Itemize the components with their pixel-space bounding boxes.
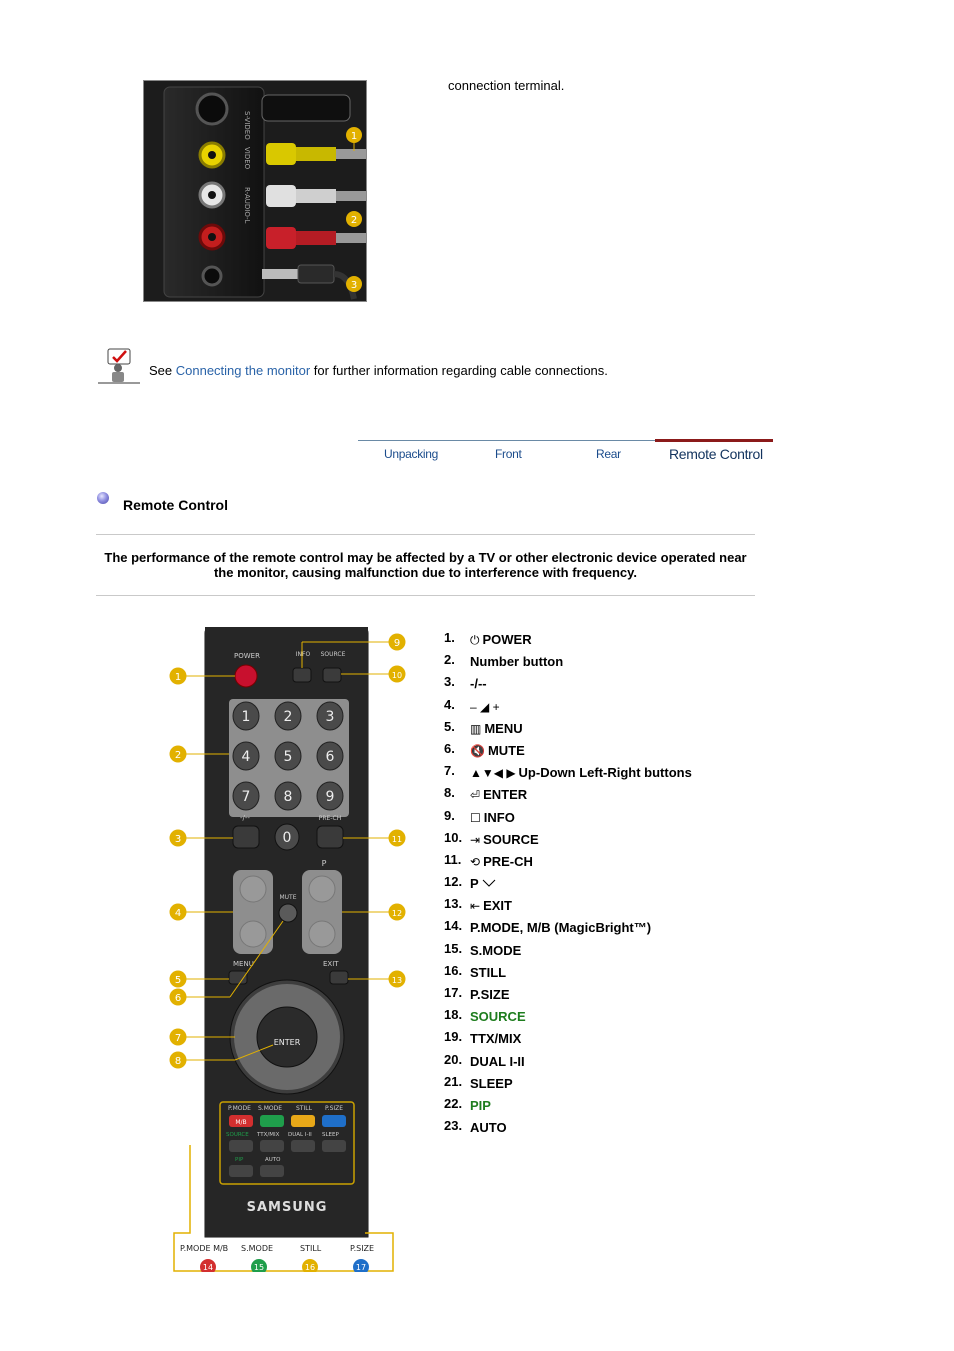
list-item-label: [470, 721, 523, 736]
remote-label-source2: SOURCE: [226, 1132, 249, 1138]
note-icon: [98, 348, 140, 384]
connector-callout-3: 3: [350, 280, 358, 291]
remote-digit-label: 2: [283, 709, 293, 725]
mute-icon: 🔇: [470, 743, 485, 758]
list-item-label: [470, 743, 525, 758]
connector-photo: [143, 80, 367, 302]
callout-number: 4: [174, 908, 182, 919]
legend-label-still: STILL: [300, 1244, 322, 1253]
list-item-number: 23.: [444, 1118, 463, 1134]
list-item-text: SOURCE: [470, 1009, 526, 1025]
tab-bar: [358, 440, 773, 467]
list-item-number: 2.: [444, 652, 455, 668]
channel-down-icon: [482, 877, 496, 891]
list-item-label: [470, 1009, 526, 1024]
remote-digit-0: 0: [282, 830, 292, 846]
remote-label-smode: S.MODE: [258, 1105, 283, 1112]
remote-label-auto: AUTO: [265, 1157, 281, 1163]
remote-label-prech: PRE-CH: [318, 815, 342, 822]
remote-label-psize: P.SIZE: [325, 1105, 344, 1112]
legend-label-psize: P.SIZE: [350, 1244, 375, 1253]
remote-brand: SAMSUNG: [246, 1200, 328, 1215]
list-item-text: INFO: [483, 809, 515, 825]
list-item-label: [470, 1054, 525, 1069]
list-item-number: 10.: [444, 829, 463, 845]
list-item-number: 4.: [444, 696, 455, 712]
list-item-number: 11.: [444, 851, 462, 867]
list-item-label: [470, 1076, 513, 1091]
menu-icon: ▥: [470, 721, 482, 736]
callout-number: 5: [174, 975, 182, 986]
list-item-number: 18.: [444, 1007, 463, 1023]
remote-digit-label: 8: [283, 789, 293, 805]
list-item-label: [470, 1098, 491, 1113]
volume-icon: – ◢ +: [470, 699, 500, 714]
list-item-text: SLEEP: [470, 1075, 513, 1091]
remote-label-dash: -/--: [240, 814, 250, 822]
callout-number: 11: [391, 835, 403, 844]
callout-15: 15: [253, 1263, 265, 1272]
warning-text: The performance of the remote control may be affected by a TV or other electronic device operated near the monitor, causing malfunction due to interference with frequency.: [104, 550, 747, 580]
note-prefix: See: [149, 363, 176, 378]
remote-digit-label: 7: [241, 789, 251, 805]
remote-label-enter: ENTER: [273, 1038, 301, 1047]
list-item-number: 17.: [444, 985, 463, 1000]
remote-label-pip: PIP: [235, 1157, 244, 1163]
remote-label-still: STILL: [296, 1105, 312, 1112]
remote-label-pmode: P.MODE: [228, 1105, 251, 1112]
remote-label-power: POWER: [234, 652, 260, 660]
divider-top: [96, 534, 755, 535]
tab-rear[interactable]: Rear: [596, 447, 621, 461]
list-item-label: [470, 943, 521, 958]
list-item-label: [470, 987, 510, 1002]
list-item-text: P: [470, 876, 479, 892]
exit-icon: ⇤: [470, 899, 481, 914]
tab-remote-control[interactable]: Remote Control: [669, 446, 763, 462]
list-item-text: MENU: [484, 720, 523, 736]
note-text: [149, 363, 608, 378]
list-item-number: 21.: [444, 1073, 463, 1089]
source-icon: ⇥: [470, 832, 481, 847]
list-item-label: [470, 965, 506, 980]
list-item-text: POWER: [482, 632, 532, 647]
panel-label-video: VIDEO: [243, 147, 251, 170]
legend-label-smode: S.MODE: [241, 1244, 274, 1253]
remote-digit-label: 4: [241, 749, 251, 765]
list-item-text: P.MODE, M/B (MagicBright™): [470, 920, 652, 936]
list-item-text: Number button: [470, 654, 564, 670]
callout-number: 2: [174, 750, 182, 761]
list-item-text: DUAL I-II: [470, 1053, 525, 1069]
remote-label-mb: M/B: [235, 1119, 247, 1126]
list-item-label: [470, 787, 527, 802]
list-item-text: PRE-CH: [483, 853, 533, 869]
connecting-monitor-link[interactable]: Connecting the monitor: [175, 363, 311, 378]
list-item-label: [470, 898, 512, 913]
list-item-number: 14.: [444, 918, 463, 934]
connector-callout-2: 2: [350, 215, 358, 226]
note-suffix: for further information regarding cable connections.: [310, 363, 608, 378]
list-item-label: [470, 920, 651, 935]
enter-icon: ⏎: [470, 788, 481, 803]
section-title: Remote Control: [123, 497, 228, 513]
prech-icon: ⟲: [470, 854, 481, 869]
list-item-label: [470, 854, 533, 869]
tab-unpacking[interactable]: Unpacking: [384, 447, 439, 461]
list-item-label: [470, 676, 487, 691]
callout-16: 16: [304, 1263, 316, 1272]
callout-number: 10: [391, 671, 403, 680]
list-item-label: [470, 810, 515, 825]
callout-number: 6: [174, 993, 182, 1004]
active-tab-indicator: [655, 439, 773, 442]
remote-label-info: INFO: [295, 651, 311, 658]
remote-label-mute: MUTE: [279, 894, 297, 901]
callout-number: 3: [174, 834, 182, 845]
list-item-text: TTX/MIX: [470, 1031, 522, 1047]
divider-bottom: [96, 595, 755, 596]
legend-label-pmode: P.MODE M/B: [180, 1244, 229, 1253]
section-bullet-icon: [97, 492, 109, 504]
list-item-label: [470, 632, 532, 648]
list-item-text: AUTO: [470, 1120, 507, 1136]
remote-digit-label: 5: [283, 749, 293, 765]
list-item-number: 22.: [444, 1095, 463, 1111]
list-item-label: [470, 832, 539, 847]
callout-number: 9: [393, 638, 401, 649]
list-item-number: 20.: [444, 1051, 463, 1067]
remote-digit-label: 1: [241, 709, 251, 725]
list-item-text: SOURCE: [483, 831, 539, 847]
list-item-text: P.SIZE: [470, 987, 510, 1002]
list-item-label: [470, 876, 499, 891]
remote-control-figure: [165, 627, 410, 1272]
remote-digit-label: 6: [325, 749, 335, 765]
connector-caption: connection terminal.: [448, 78, 565, 93]
list-item-label: [470, 699, 503, 714]
callout-14: 14: [202, 1263, 214, 1272]
list-item-text: EXIT: [483, 898, 512, 914]
callout-number: 1: [174, 672, 182, 683]
list-item-number: 19.: [444, 1029, 463, 1045]
list-item-text: ENTER: [483, 787, 528, 803]
arrows-icon: ▲▼◀ ▶: [470, 766, 516, 781]
callout-number: 8: [174, 1056, 182, 1067]
list-item-number: 12.: [444, 874, 463, 890]
remote-digit-label: 9: [325, 789, 335, 805]
list-item-number: 16.: [444, 962, 463, 978]
list-item-number: 15.: [444, 940, 463, 956]
list-item-text: -/--: [470, 676, 487, 692]
list-item-text: PIP: [470, 1097, 491, 1113]
panel-label-svideo: S-VIDEO: [243, 111, 251, 140]
list-item-number: 6.: [444, 740, 455, 756]
callout-number: 12: [391, 909, 403, 918]
list-item-number: 8.: [444, 785, 455, 801]
callout-17: 17: [355, 1263, 367, 1272]
list-item-text: S.MODE: [470, 942, 522, 958]
list-item-number: 5.: [444, 718, 455, 734]
list-item-text: MUTE: [487, 742, 525, 758]
info-icon: ☐: [470, 810, 481, 825]
remote-label-sleep: SLEEP: [322, 1132, 339, 1138]
connector-callout-1: 1: [350, 131, 358, 142]
remote-digit-label: 3: [325, 709, 335, 725]
list-item-text: Up-Down Left-Right buttons: [518, 765, 692, 781]
list-item-label: [470, 765, 692, 780]
list-item-text: STILL: [470, 964, 507, 980]
list-item-number: 3.: [444, 674, 455, 690]
remote-label-source: SOURCE: [320, 651, 346, 658]
list-item-label: [470, 654, 563, 669]
callout-number: 7: [174, 1033, 182, 1044]
remote-label-p: P: [321, 859, 327, 868]
power-icon: ⏻: [470, 633, 480, 647]
list-item-label: [470, 1120, 507, 1135]
remote-label-menu: MENU: [233, 960, 254, 968]
panel-label-audio: R-AUDIO-L: [243, 187, 251, 224]
remote-label-dual: DUAL I-II: [288, 1132, 312, 1138]
remote-label-exit: EXIT: [323, 960, 339, 968]
tab-front[interactable]: Front: [495, 447, 522, 461]
callout-number: 13: [391, 976, 403, 985]
remote-label-ttx: TTX/MIX: [257, 1132, 280, 1138]
list-item-label: [470, 1031, 521, 1046]
list-item-number: 1.: [444, 630, 455, 645]
list-item-number: 13.: [444, 896, 463, 912]
list-item-number: 7.: [444, 763, 455, 779]
list-item-number: 9.: [444, 807, 455, 823]
